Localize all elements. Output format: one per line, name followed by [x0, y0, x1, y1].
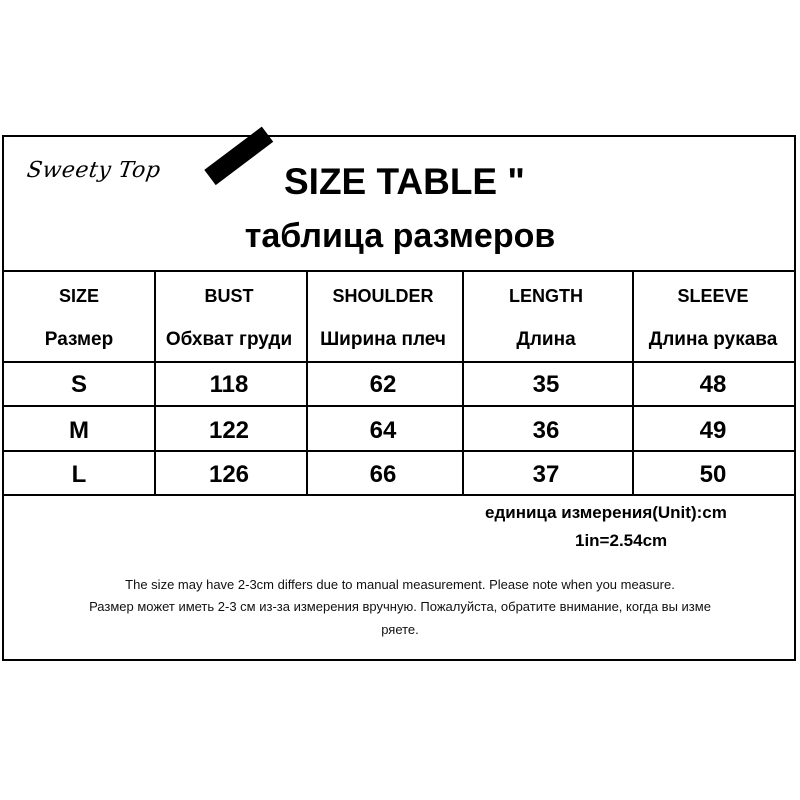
unit-conversion: 1in=2.54cm	[575, 531, 668, 550]
row-divider	[4, 405, 794, 407]
column-header-sleeve: SLEEVE	[677, 286, 749, 306]
column-header-shoulder: SHOULDER	[332, 286, 434, 306]
column-header-sleeve-ru: Длина рукава	[648, 329, 778, 350]
table-cell-length: 35	[532, 371, 560, 398]
column-header-size-ru: Размер	[44, 329, 114, 350]
column-header-bust-ru: Обхват груди	[165, 329, 293, 350]
table-cell-length: 37	[532, 461, 560, 488]
header-divider	[4, 270, 794, 272]
column-header-size: SIZE	[58, 286, 99, 306]
table-cell-sleeve: 49	[699, 417, 727, 444]
column-header-shoulder-ru: Ширина плеч	[320, 329, 446, 350]
row-divider	[4, 494, 794, 496]
column-header-length-ru: Длина	[516, 329, 576, 350]
measurement-note-ru: Размер может иметь 2-3 см из-за измерения вручную. Пожалуйста, обратите внимание, когда вы изме	[89, 599, 711, 614]
row-divider	[4, 361, 794, 363]
table-cell-size: M	[69, 417, 89, 444]
table-cell-shoulder: 62	[369, 371, 397, 398]
measurement-note-en: The size may have 2-3cm differs due to manual measurement. Please note when you measure.	[125, 577, 675, 592]
table-cell-bust: 122	[208, 417, 250, 444]
table-cell-bust: 118	[209, 371, 249, 398]
table-cell-length: 36	[532, 417, 560, 444]
column-header-length: LENGTH	[509, 286, 583, 306]
table-cell-sleeve: 48	[699, 371, 727, 398]
table-cell-shoulder: 66	[369, 461, 397, 488]
table-cell-size: L	[71, 461, 87, 488]
row-divider	[4, 450, 794, 452]
table-cell-size: S	[70, 371, 87, 398]
table-cell-bust: 126	[208, 461, 250, 488]
column-header-bust: BUST	[204, 286, 254, 306]
page-title: SIZE TABLE "	[284, 161, 525, 202]
brand-logo: Sweety Top	[25, 158, 163, 183]
unit-label: единица измерения(Unit):cm	[485, 503, 727, 522]
table-cell-shoulder: 64	[369, 417, 397, 444]
page-subtitle: таблица размеров	[244, 217, 556, 255]
measurement-note-ru-continued: ряете.	[381, 622, 419, 637]
table-cell-sleeve: 50	[699, 461, 727, 488]
